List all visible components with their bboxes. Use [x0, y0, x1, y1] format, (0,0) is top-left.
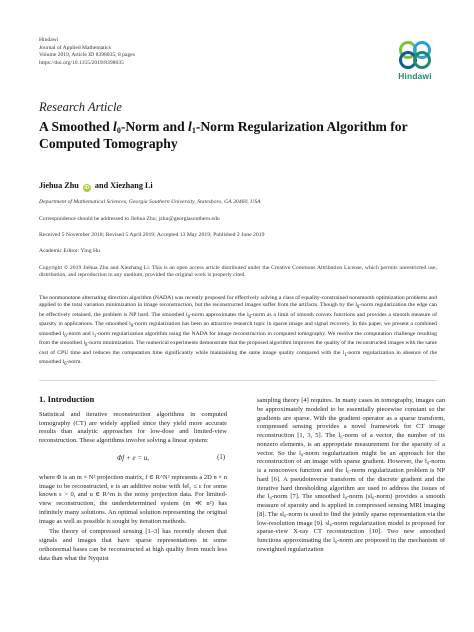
volume-line: Volume 2019, Article ID 8398035, 8 pages: [39, 52, 135, 59]
author-link[interactable]: and Xiezhang Li: [94, 181, 153, 190]
affiliation: Department of Mathematical Sciences, Georgia Southern University, Statesboro, GA 30460, USA: [39, 199, 261, 205]
journal-name: Journal of Applied Mathematics: [39, 44, 111, 51]
divider: [39, 380, 437, 381]
left-column: [39, 395, 227, 565]
publication-dates: Received 5 November 2018; Revised 5 April 2019; Accepted 13 May 2019; Published 2 June 2019: [39, 232, 265, 238]
article-title: A Smoothed $l_0$-Norm and $l_1$-Norm Regularization Algorithm for Computed Tomography: [39, 119, 408, 151]
logo-wordmark: Hindawi: [398, 71, 432, 81]
publisher-name: Hindawi: [39, 37, 59, 43]
copyright-notice: Copyright © 2019 Jiehua Zhu and Xiezhang Li. This is an open access article distributed under the Creative Commons Attribution License, which permits unrestricted use, distribution, and reproduction in any medium, provided the original work is properly cited.: [39, 265, 437, 279]
hindawi-logo: [393, 39, 437, 89]
section-heading: 1. Introduction: [39, 394, 95, 404]
paragraph: The theory of compressed sensing [1–3] has recently shown that signals and images that have sparse representations in some orthonormal bases can be reconstructed at high quality from much less data than what the Nyquist: [39, 528, 227, 562]
paragraph: sampling theory [4] requires. In many cases in tomography, images can be approximately modeled to be essentially piecewise constant so the gradients are sparse. With the gradient operator as a sparse transform, compressed sensing provides a novel framework for CT image reconstruction [1, 3, 5]. The l₀-norm of a vector, the number of its nonzero elements, is an appropriate measurement for the sparsity of a vector. So the l₀-norm regularization might be an approach for the reconstruction of an image with sparse gradient. However, the l₀-norm is a nonconvex function and the l₀-norm regularization problem is NP hard [6]. A pseudoinverse transform of the discrete gradient and the iterative hard thresholding algorithm are used to address the issues of the l₀-norm [7]. The smoothed l₀-norm (sl₀-norm) provides a smooth measure of sparsity and is applied in compressed sensing MRI imaging [8]. The sl₀-norm is used to find the jointly sparse representation via the low-resolution image [9]. sl₀-norm regularization model is proposed for sparse-view X-ray CT reconstruction [10]. Two new smoothed functions approximating the l₀-norm are proposed in the mechanism of reweighted regularization: [257, 397, 445, 553]
paragraph: where Φ is an m × N² projection matrix, f ∈ R^N² represents a 2D n × n image to be reconstructed, e is an additive noise with ‖e‖₂ ≤ ε for some known ε > 0, and u ∈ R^m is the noisy projection data. For limited-view reconstruction, the underdetermined system (m ≪ n²) has infinitely many solutions. An optimal solution representing the original image as well as possible is sought by iteration methods.: [39, 473, 227, 525]
right-column: [257, 397, 445, 557]
academic-editor: Academic Editor: Ying Hu: [39, 248, 100, 254]
article-type: Research Article: [39, 100, 122, 114]
author-link[interactable]: Jiehua Zhu: [39, 181, 79, 190]
journal-meta: [39, 37, 135, 67]
doi-link[interactable]: https://doi.org/10.1155/2019/8398035: [39, 59, 124, 66]
orcid-icon[interactable]: iD: [84, 185, 90, 191]
equation-body: Φf + e = u,: [116, 453, 150, 462]
abstract: The nonmonotone alternating direction algorithm (NADA) was recently proposed for effectively solving a class of equality-constrained nonsmooth optimization problems and applied to the total variation minimization in image reconstruction, but the reconstructed images suffer from the artifacts. Though by the $l_0$-norm regularization the edge can be effectively retained, the problem is NP hard. The smoothed $l_0$-norm approximates the $l_0$-norm as a limit of smooth convex functions and provides a smooth measure of sparsity in applications. The smoothed $l_0$-norm regularization has been an attractive research topic in sparse image and signal recovery. In this paper, we present a combined smoothed $l_0$-norm and $l_1$-norm regularization algorithm using the NADA for image reconstruction in computed tomography. We resolve the computation challenge resulting from the smoothed $l_0$-norm minimization. The numerical experiments demonstrate that the proposed algorithm improves the quality of the reconstructed images with the same cost of CPU time and reduces the computation time significantly while maintaining the same image quality compared with the $l_1$-norm regularization in absence of the smoothed $l_0$-norm.: [39, 295, 438, 368]
hindawi-rings-icon: [397, 39, 433, 71]
paragraph: Statistical and iterative reconstruction algorithms in computed tomography (CT) are widely applied since they yield more accurate results than analytic approaches for low-dose and limited-view reconstruction. These algorithms involve solving a linear system:: [39, 410, 227, 444]
correspondence: Correspondence should be addressed to Jiehua Zhu; jzhu@georgiasouthern.edu: [39, 216, 220, 222]
author-list: [39, 181, 153, 192]
equation: [39, 449, 227, 471]
equation-number: (1): [217, 453, 225, 461]
